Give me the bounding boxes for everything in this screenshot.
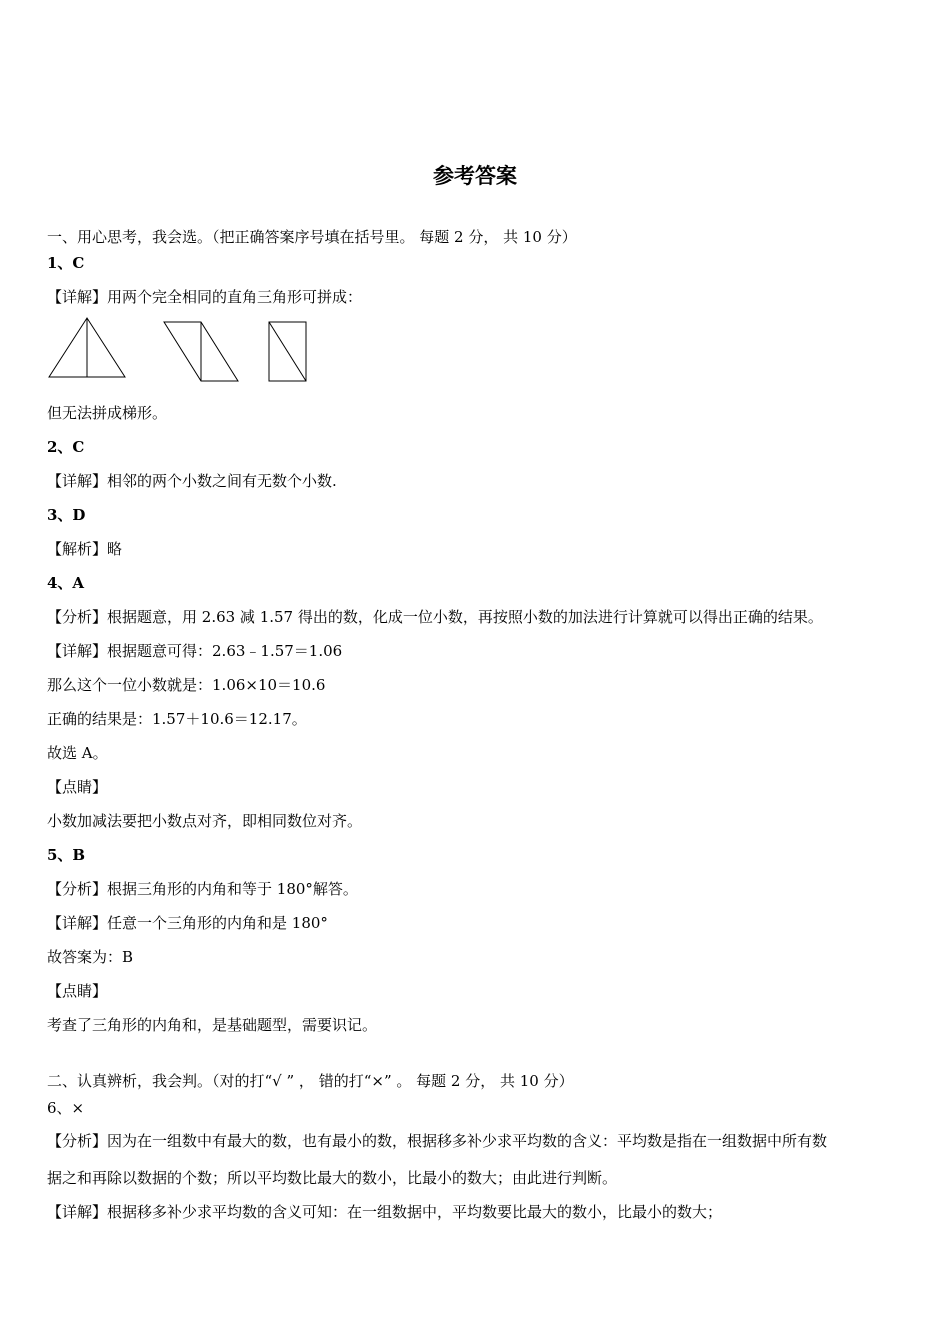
q4-analysis: 【分析】根据题意，用 2.63 减 1.57 得出的数，化成一位小数，再按照小数的加法进行计算就可以得出正确的结果。 [47, 608, 823, 626]
q6-analysis-line1: 【分析】因为在一组数中有最大的数，也有最小的数，根据移多补少求平均数的含义：平均数是指在一组数据中所有数 [47, 1132, 828, 1150]
q1-number: 1、C [47, 254, 85, 272]
q6-detail: 【详解】根据移多补少求平均数的含义可知：在一组数据中，平均数要比最大的数小，比最小的数大； [47, 1203, 723, 1221]
q3-analysis: 【解析】略 [47, 540, 123, 558]
q4-step3: 正确的结果是：1.57＋10.6＝12.17。 [47, 710, 307, 728]
rectangle-diagonal-line [269, 322, 306, 381]
q4-number: 4、A [47, 574, 85, 592]
q6-number: 6、× [47, 1099, 85, 1117]
q4-choice: 故选 A。 [47, 744, 108, 762]
triangle-combination-figure [44, 315, 314, 387]
q1-detail: 【详解】用两个完全相同的直角三角形可拼成： [47, 288, 363, 306]
q4-tip: 小数加减法要把小数点对齐，即相同数位对齐。 [47, 812, 363, 830]
q5-detail: 【详解】任意一个三角形的内角和是 180° [47, 914, 328, 932]
q5-tip-label: 【点睛】 [47, 982, 108, 1000]
page-title: 参考答案 [433, 163, 517, 188]
section2-heading: 二、认真辨析，我会判。（对的打“√ ” ， 错的打“×” 。 每题 2 分， 共 10 分） [47, 1072, 574, 1090]
q3-number: 3、D [47, 506, 86, 524]
q4-detail: 【详解】根据题意可得：2.63﹣1.57＝1.06 [47, 642, 343, 660]
q5-answer: 故答案为：B [47, 948, 134, 966]
q6-analysis-line2: 据之和再除以数据的个数；所以平均数比最大的数小，比最小的数大；由此进行判断。 [47, 1169, 618, 1187]
q4-step2: 那么这个一位小数就是：1.06×10＝10.6 [47, 676, 326, 694]
q4-tip-label: 【点睛】 [47, 778, 108, 796]
q1-note: 但无法拼成梯形。 [47, 404, 168, 422]
q5-analysis: 【分析】根据三角形的内角和等于 180°解答。 [47, 880, 358, 898]
q2-detail: 【详解】相邻的两个小数之间有无数个小数. [47, 472, 337, 490]
section1-heading: 一、用心思考，我会选。（把正确答案序号填在括号里。 每题 2 分， 共 10 分） [47, 228, 577, 246]
q2-number: 2、C [47, 438, 85, 456]
q5-number: 5、B [47, 846, 86, 864]
q5-tip: 考查了三角形的内角和，是基础题型，需要识记。 [47, 1016, 378, 1034]
